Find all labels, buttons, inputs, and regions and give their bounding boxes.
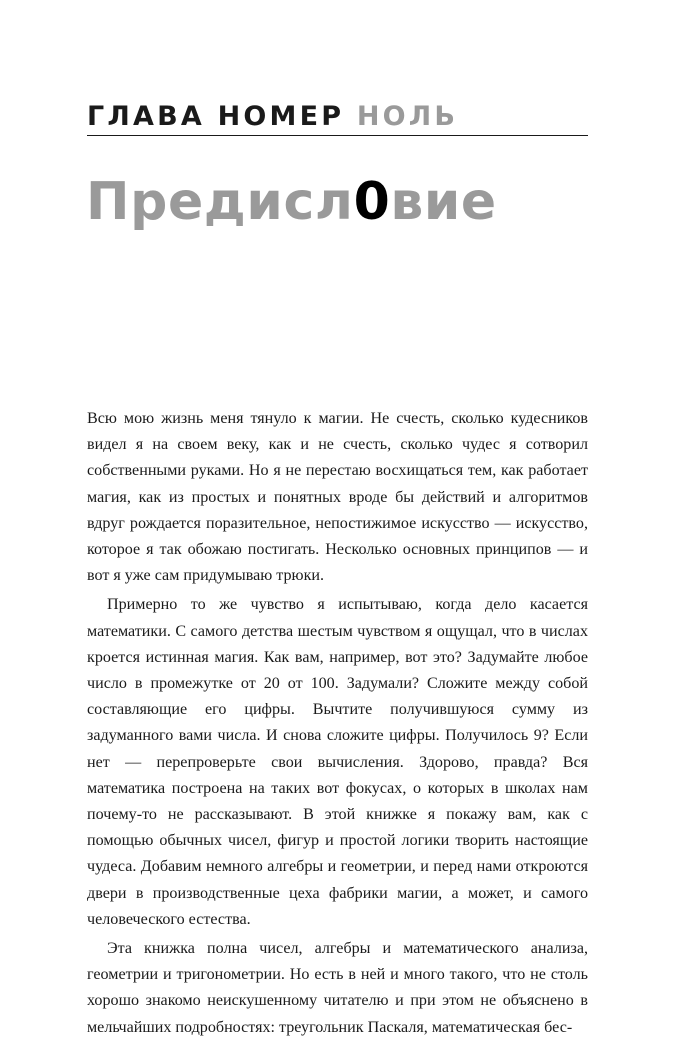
chapter-divider <box>87 135 588 136</box>
page-title-part1: Предисл <box>86 172 354 232</box>
page-title-part2: вие <box>390 172 497 232</box>
chapter-heading-number: НОЛЬ <box>356 101 459 132</box>
paragraph-2: Примерно то же чувство я испытываю, когда дело касается математики. С самого детства шестым чувством я ощущал, что в числах кроется истинная магия. Как вам, например, вот это? Задумайте любое число в промежутке от 20 от 100. Задумали? Сложите между собой составляющие его цифры. Вычтите получившуюся сумму из задуманного вами числа. И снова сложите цифры. Получилось 9? Если нет — перепроверьте свои вычисления. Здорово, правда? Вся математика построена на таких вот фокусах, о которых в школах нам почему-то не рассказывают. В этой книжке я покажу вам, как с помощью обычных чисел, фигур и простой логики творить настоящие чудеса. Добавим немного алгебры и геометрии, и перед нами откроются двери в производственные цеха фабрики магии, а может, и самого человеческого естества. <box>87 596 588 928</box>
paragraph-3: Эта книжка полна чисел, алгебры и математического анализа, геометрии и тригонометрии. Но есть в ней и много такого, что не столь хорошо знакомо неискушенному читателю и при этом не объяснено в мельчайших подробностях: треугольник Паскаля, математическая бес- <box>87 940 588 1036</box>
paragraph-1: Всю мою жизнь меня тянуло к магии. Не счесть, сколько кудесников видел я на своем веку, как и не счесть, сколько чудес я сотворил собственными руками. Но я не перестаю восхищаться тем, как работает магия, как из простых и понятных вроде бы действий и алгоритмов вдруг рождается поразительное, непостижимое искусство — искусство, которое я так обожаю постигать. Несколько основных принципов — и вот я уже сам придумываю трюки. <box>87 410 588 585</box>
page-title <box>86 170 497 234</box>
page-title-zero: 0 <box>353 172 391 232</box>
chapter-heading-label: ГЛАВА НОМЕР <box>87 101 357 132</box>
chapter-heading <box>87 100 458 134</box>
body-text <box>87 406 588 1041</box>
